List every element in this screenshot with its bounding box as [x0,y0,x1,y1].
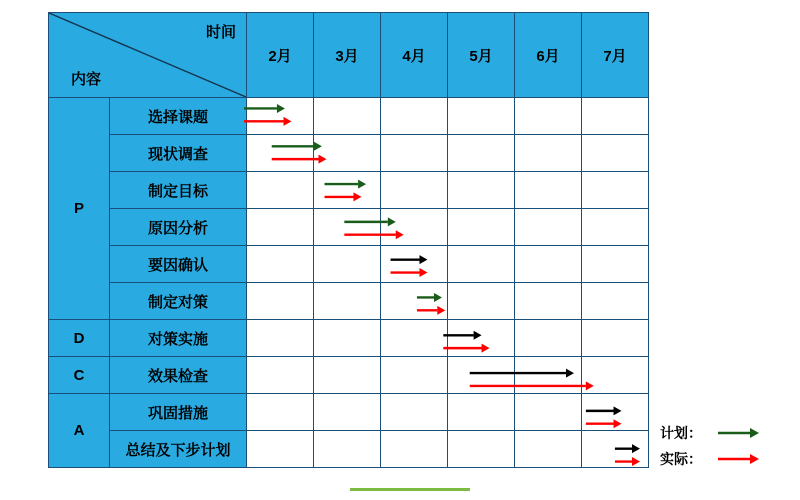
header-row [49,13,649,98]
gantt-cell [247,431,314,468]
phase-cell-p: P [49,98,110,320]
gantt-cell [448,357,515,394]
gantt-cell [582,246,649,283]
gantt-cell [515,320,582,357]
gantt-cell [515,431,582,468]
legend-actual-arrow-icon [716,451,760,467]
task-name-cell: 选择课题 [110,98,247,135]
gantt-cell [381,246,448,283]
gantt-cell [515,98,582,135]
gantt-table [48,12,649,468]
gantt-cell [247,172,314,209]
month-header-4: 5月 [448,13,515,98]
gantt-cell [247,357,314,394]
legend-planned-label: 计划： [660,425,702,441]
gantt-cell [381,209,448,246]
gantt-cell [582,209,649,246]
gantt-cell [515,394,582,431]
task-row [49,172,649,209]
gantt-cell [448,246,515,283]
gantt-cell [314,431,381,468]
gantt-cell [448,320,515,357]
gantt-cell [515,357,582,394]
gantt-cell [314,246,381,283]
gantt-cell [247,135,314,172]
gantt-cell [582,283,649,320]
gantt-cell [582,320,649,357]
task-row [49,320,649,357]
gantt-cell [448,172,515,209]
gantt-cell [247,320,314,357]
phase-cell-a: A [49,394,110,468]
phase-cell-d: D [49,320,110,357]
month-header-3: 4月 [381,13,448,98]
task-name-cell: 对策实施 [110,320,247,357]
task-row [49,283,649,320]
gantt-cell [448,135,515,172]
gantt-cell [314,209,381,246]
legend-actual-label: 实际： [660,451,702,467]
task-name-cell: 效果检查 [110,357,247,394]
gantt-cell [582,394,649,431]
gantt-cell [314,394,381,431]
corner-header-cell [49,13,247,98]
legend-actual [660,446,760,472]
gantt-cell [448,209,515,246]
legend-planned-arrow-icon [716,425,760,441]
gantt-cell [381,357,448,394]
gantt-cell [381,431,448,468]
legend-planned [660,420,760,446]
month-header-2: 3月 [314,13,381,98]
gantt-cell [582,172,649,209]
task-row [49,431,649,468]
gantt-cell [314,172,381,209]
gantt-cell [314,98,381,135]
gantt-cell [515,283,582,320]
task-row [49,246,649,283]
gantt-cell [314,357,381,394]
gantt-cell [247,98,314,135]
gantt-cell [515,172,582,209]
gantt-cell [314,283,381,320]
month-header-5: 6月 [515,13,582,98]
gantt-cell [247,394,314,431]
gantt-cell [448,283,515,320]
task-row [49,394,649,431]
gantt-cell [247,209,314,246]
gantt-cell [515,246,582,283]
content-axis-label: 内容 [71,71,102,88]
gantt-cell [582,431,649,468]
gantt-cell [448,431,515,468]
task-name-cell: 制定目标 [110,172,247,209]
gantt-cell [381,98,448,135]
gantt-cell [247,283,314,320]
gantt-cell [582,135,649,172]
gantt-cell [247,246,314,283]
gantt-cell [448,98,515,135]
gantt-cell [582,98,649,135]
task-name-cell: 要因确认 [110,246,247,283]
gantt-cell [381,394,448,431]
task-name-cell: 总结及下步计划 [110,431,247,468]
task-name-cell: 原因分析 [110,209,247,246]
time-axis-label: 时间 [205,24,236,41]
gantt-cell [381,320,448,357]
task-name-cell: 巩固措施 [110,394,247,431]
gantt-cell [515,209,582,246]
legend [660,420,760,472]
gantt-cell [314,135,381,172]
task-name-cell: 现状调查 [110,135,247,172]
gantt-cell [448,394,515,431]
gantt-cell [381,283,448,320]
gantt-cell [314,320,381,357]
task-row [49,135,649,172]
task-row [49,209,649,246]
bottom-accent-line [350,488,470,491]
gantt-cell [515,135,582,172]
gantt-cell [582,357,649,394]
task-name-cell: 制定对策 [110,283,247,320]
gantt-cell [381,135,448,172]
month-header-1: 2月 [247,13,314,98]
gantt-cell [381,172,448,209]
task-row [49,98,649,135]
month-header-6: 7月 [582,13,649,98]
phase-cell-c: C [49,357,110,394]
task-row [49,357,649,394]
